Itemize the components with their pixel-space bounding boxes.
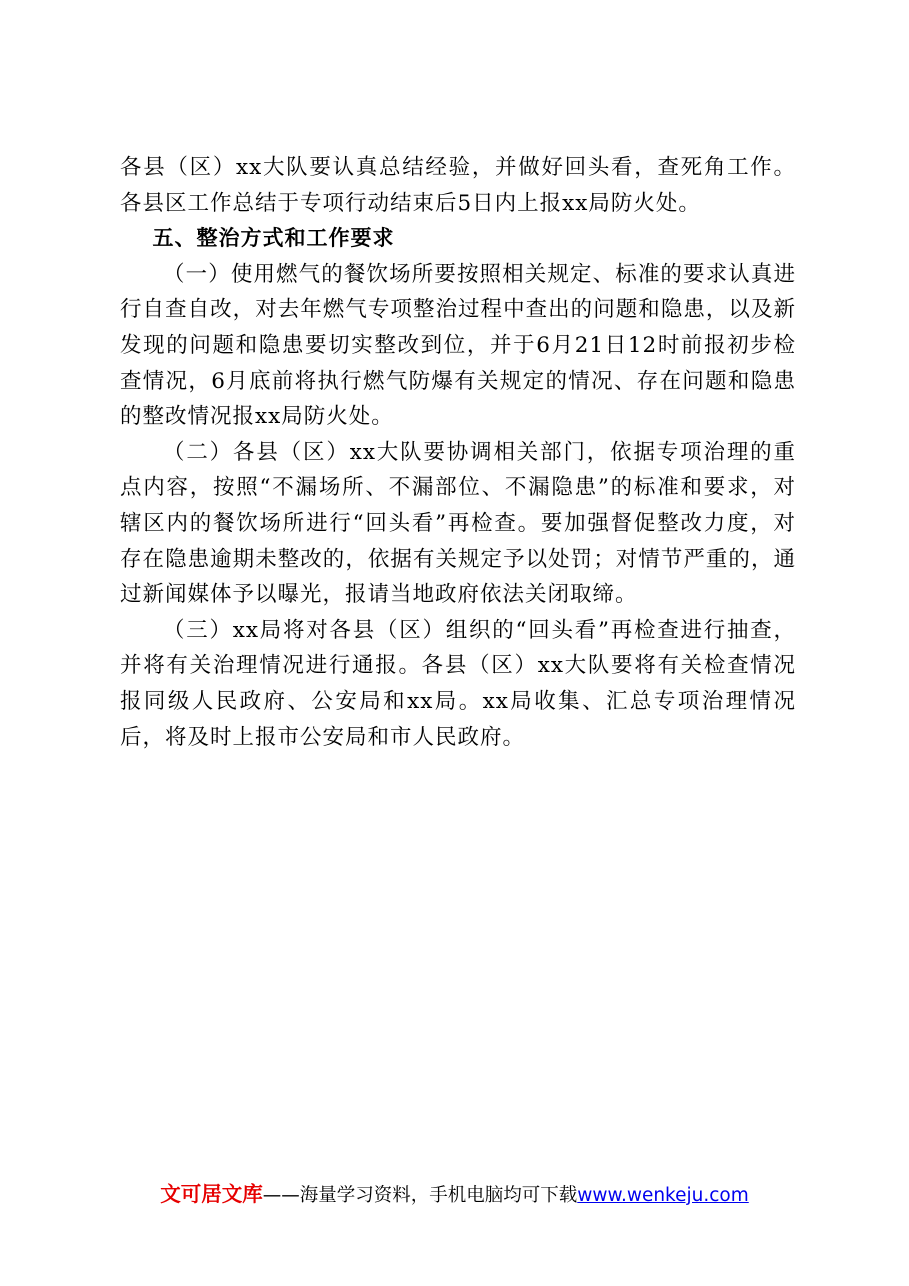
paragraph-item-3: （三）xx局将对各县（区）组织的“回头看”再检查进行抽查，并将有关治理情况进行通报。各县（区）xx大队要将有关检查情况报同级人民政府、公安局和xx局。xx局收集、汇总专项治理情况后，将及时上报市公安局和市人民政府。 (120, 617, 796, 750)
document-body (120, 150, 796, 755)
page-footer (0, 1180, 909, 1210)
paragraph-item-2: （二）各县（区）xx大队要协调相关部门，依据专项治理的重点内容，按照“不漏场所、不漏部位、不漏隐患”的标准和要求，对辖区内的餐饮场所进行“回头看”再检查。要加强督促整改力度，对存在隐患逾期未整改的，依据有关规定予以处罚；对情节严重的，通过新闻媒体予以曝光，报请当地政府依法关闭取缔。 (120, 439, 796, 608)
footer-slogan: ——海量学习资料，手机电脑均可下载 (262, 1185, 578, 1206)
paragraph-summary: 各县（区）xx大队要认真总结经验，并做好回头看，查死角工作。各县区工作总结于专项行动结束后5日内上报xx局防火处。 (120, 155, 796, 216)
section-heading: 五、整治方式和工作要求 (152, 226, 395, 251)
footer-brand: 文可居文库 (160, 1182, 263, 1206)
paragraph-item-1: （一）使用燃气的餐饮场所要按照相关规定、标准的要求认真进行自查自改，对去年燃气专项整治过程中查出的问题和隐患，以及新发现的问题和隐患要切实整改到位，并于6月21日12时前报初步检查情况，6月底前将执行燃气防爆有关规定的情况、存在问题和隐患的整改情况报xx局防火处。 (120, 261, 796, 430)
footer-website-link[interactable]: www.wenkeju.com (577, 1185, 749, 1206)
